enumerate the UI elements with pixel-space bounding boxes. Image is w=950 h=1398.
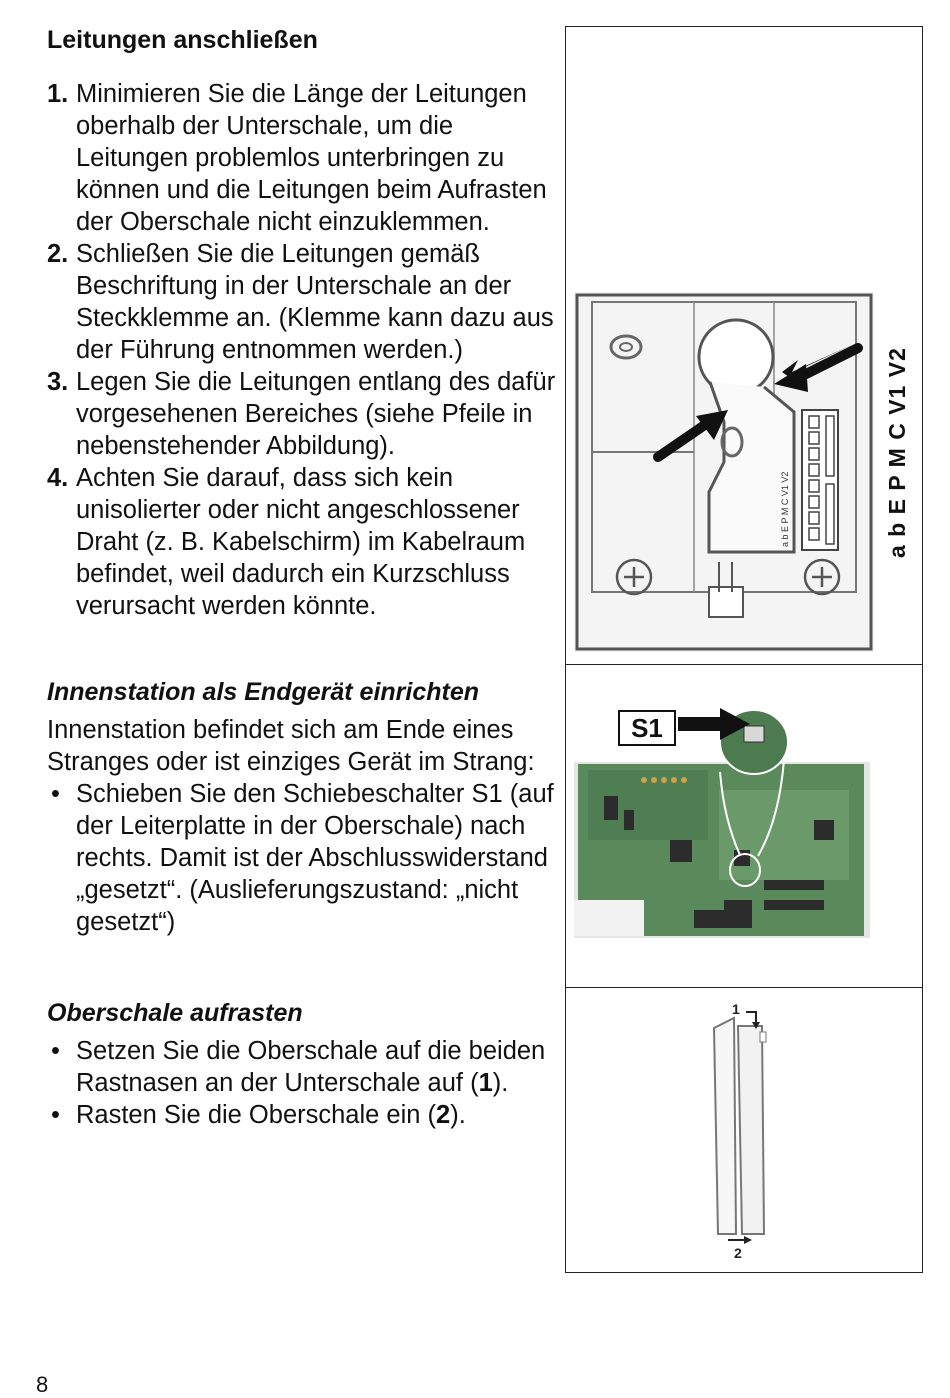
step-text: Minimieren Sie die Länge der Leitungen oberhalb der Unterschale, um die Leitungen problemlos unterbringen zu können und die Leitungen beim Aufrasten der Oberschale nicht einzuklemmen.	[76, 80, 547, 236]
bullet-item	[47, 1035, 562, 1099]
bullet-text-post: ).	[450, 1101, 466, 1129]
bullet-item	[47, 778, 562, 938]
step-item	[47, 462, 559, 622]
step-number: 3.	[47, 368, 69, 396]
step-text: Legen Sie die Leitungen entlang des dafür vorgesehenen Bereiches (siehe Pfeile in nebenstehender Abbildung).	[76, 368, 556, 460]
step-number: 1.	[47, 80, 69, 108]
terminal-figure	[574, 292, 874, 652]
step-item	[47, 366, 559, 462]
steps-list	[47, 78, 559, 622]
bullet-text: Schieben Sie den Schiebeschalter S1 (auf der Leiterplatte in der Oberschale) nach rechts. Damit ist der Abschlusswiderstand „gesetzt“. (Auslieferungszustand: „nicht gesetzt“)	[76, 780, 554, 936]
bullet-text-bold: 2	[436, 1101, 451, 1129]
switch-s1-label: S1	[618, 710, 676, 746]
section-intro: Innenstation befindet sich am Ende eines Stranges oder ist einziges Gerät im Strang:	[47, 716, 535, 776]
step-item	[47, 78, 559, 238]
bullet-list	[47, 1035, 562, 1131]
section-heading: Leitungen anschließen	[47, 26, 318, 54]
step-number: 2.	[47, 240, 69, 268]
bullet-text-bold: 1	[478, 1069, 493, 1097]
section-endgeraet	[47, 676, 562, 938]
section-leitungen	[47, 24, 559, 622]
bullet-icon: •	[51, 1037, 60, 1065]
bullet-icon: •	[51, 1101, 60, 1129]
terminal-small-label: a b E P M C V1 V2	[780, 471, 790, 547]
bullet-list	[47, 778, 562, 938]
section-heading: Innenstation als Endgerät einrichten	[47, 678, 480, 706]
terminal-label: a b E P M C V1 V2	[884, 347, 910, 558]
bullet-text-post: ).	[492, 1069, 509, 1097]
bullet-text-pre: Rasten Sie die Oberschale ein (	[76, 1101, 437, 1129]
section-heading: Oberschale aufrasten	[47, 999, 303, 1027]
section-oberschale	[47, 997, 562, 1131]
divider	[566, 664, 922, 665]
step-marker-1: 1	[732, 1001, 740, 1017]
step-marker-2: 2	[734, 1245, 742, 1261]
step-text: Schließen Sie die Leitungen gemäß Beschriftung in der Unterschale an der Steckklemme an. (Klemme kann dazu aus der Führung entnommen werden.)	[76, 240, 554, 364]
step-item	[47, 238, 559, 366]
step-number: 4.	[47, 464, 69, 492]
bullet-text-pre: Setzen Sie die Oberschale auf die beiden Rastnasen an der Unterschale auf (	[76, 1037, 546, 1097]
step-text: Achten Sie darauf, dass sich kein unisolierter oder nicht angeschlossener Draht (z. B. Kabelschirm) im Kabelraum befindet, weil dadurch ein Kurzschluss verursacht werden könnte.	[76, 464, 526, 620]
divider	[566, 987, 922, 988]
page-number: 8	[36, 1372, 49, 1397]
shell-side-figure	[700, 994, 790, 1264]
bullet-item	[47, 1099, 562, 1131]
bullet-icon: •	[51, 780, 60, 808]
